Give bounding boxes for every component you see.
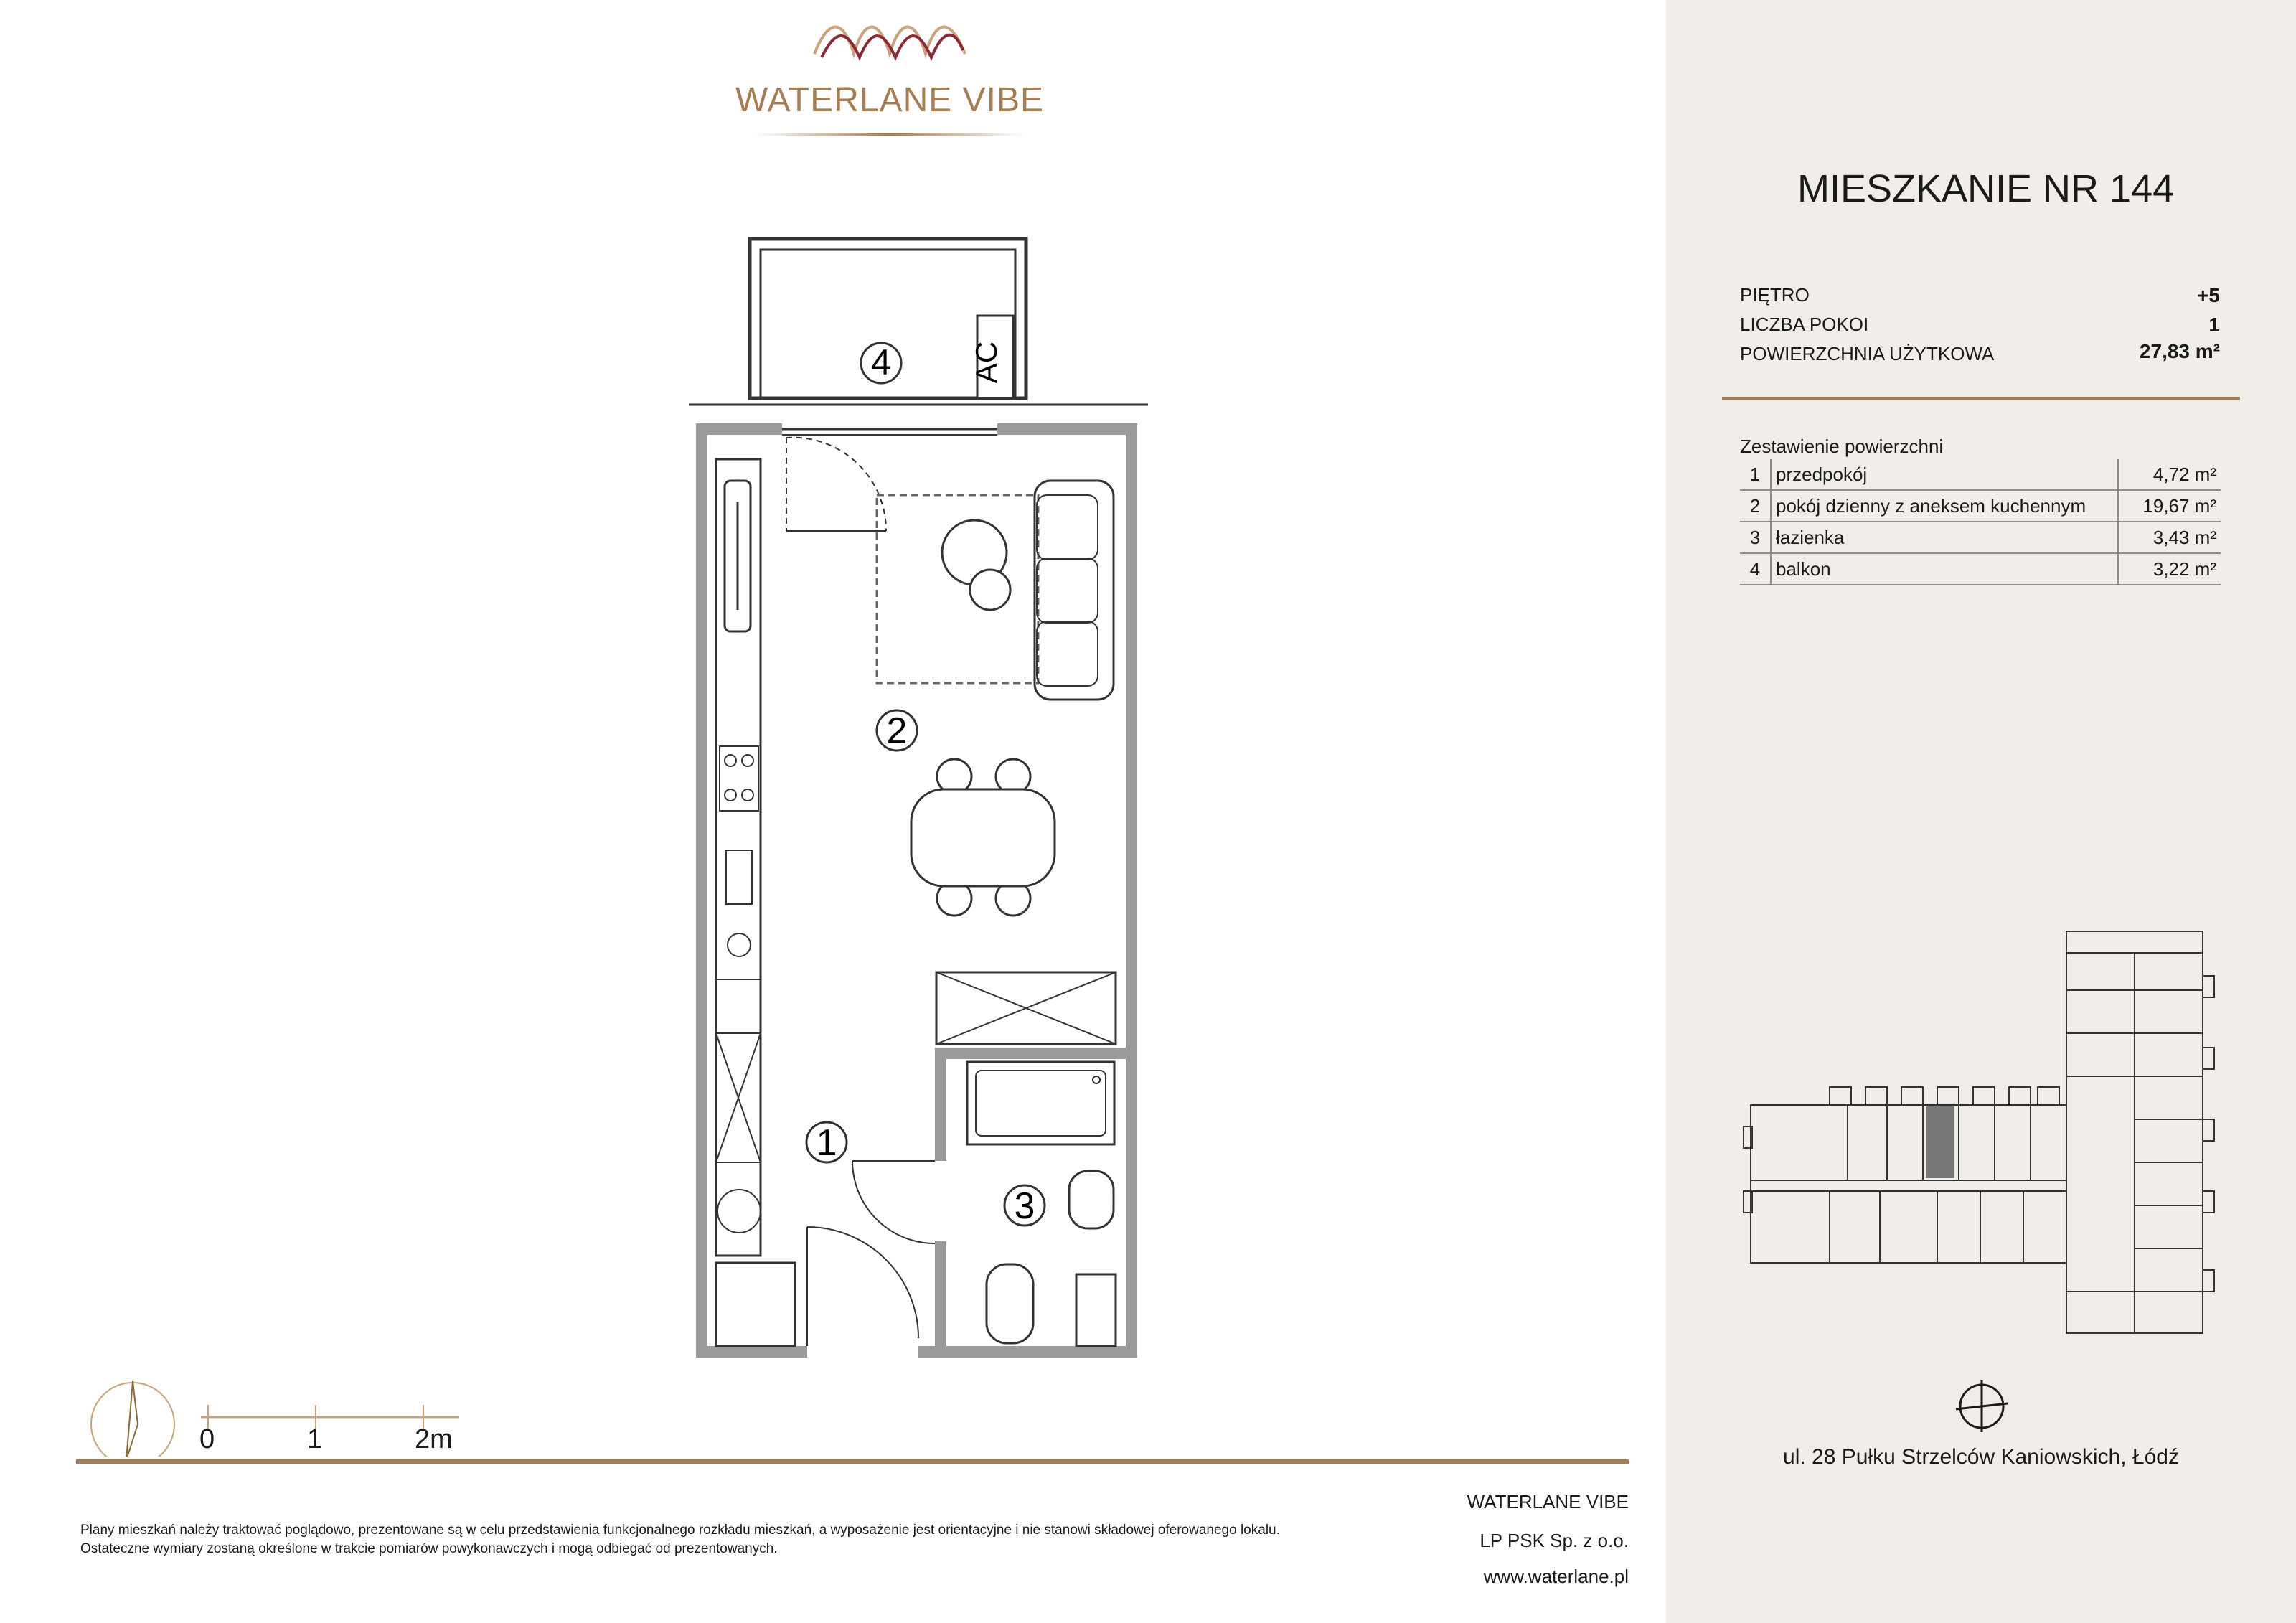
room-area: 4,72 m²	[2118, 459, 2221, 490]
room-label-4: 4	[871, 342, 891, 382]
room-label-1: 1	[816, 1122, 837, 1164]
room-name: pokój dzienny z aneksem kuchennym	[1771, 490, 2118, 522]
building-key-plan	[1729, 926, 2217, 1342]
rooms-count-value: 1	[2208, 314, 2220, 336]
north-arrow-icon	[91, 1383, 174, 1457]
floor-value: +5	[2197, 284, 2220, 306]
brand-underline	[753, 133, 1026, 136]
footer-company-legal: LP PSK Sp. z o.o.	[1479, 1530, 1629, 1551]
room-area: 3,22 m²	[2118, 553, 2221, 585]
areas-heading: Zestawienie powierzchni	[1740, 436, 1944, 457]
disclaimer-line-2: Ostateczne wymiary zostaną określone w trakcie pomiarów powykonawczych i mogą odbiegać od prezentowanych.	[80, 1541, 778, 1556]
footer-website-link[interactable]: www.waterlane.pl	[1483, 1566, 1629, 1587]
table-row	[1740, 459, 2221, 490]
table-row	[1740, 522, 2221, 553]
floor-label: PIĘTRO	[1740, 284, 1810, 306]
scale-tick-1: 1	[307, 1424, 323, 1454]
table-row	[1740, 490, 2221, 522]
floor-plan	[674, 230, 1177, 1370]
room-name: balkon	[1771, 553, 2118, 585]
room-number: 4	[1740, 553, 1771, 585]
room-name: łazienka	[1771, 522, 2118, 553]
info-divider	[1722, 397, 2240, 400]
footer-company-name: WATERLANE VIBE	[1467, 1491, 1629, 1513]
room-area: 3,43 m²	[2118, 522, 2221, 553]
areas-table	[1740, 459, 2221, 585]
room-number: 1	[1740, 459, 1771, 490]
footer-divider	[76, 1459, 1629, 1464]
room-label-2: 2	[886, 710, 908, 752]
address: ul. 28 Pułku Strzelców Kaniowskich, Łódź	[1783, 1445, 2179, 1469]
room-name: przedpokój	[1771, 459, 2118, 490]
room-area: 19,67 m²	[2118, 490, 2221, 522]
scale-tick-0: 0	[199, 1424, 215, 1454]
apartment-highlight	[1926, 1106, 1954, 1178]
waterlane-logo	[811, 14, 969, 65]
apartment-title: MIESZKANIE NR 144	[1797, 167, 2175, 210]
ac-label: AC	[969, 341, 1003, 384]
disclaimer-line-1: Plany mieszkań należy traktować poglądowo, prezentowane są w celu przedstawienia funkcjonalnego rozkładu mieszkań, a wyposażenie jest orientacyjne i nie stanowi składowej oferowanego lokalu.	[80, 1523, 1280, 1538]
table-row	[1740, 553, 2221, 585]
usable-area-label: POWIERZCHNIA UŻYTKOWA	[1740, 343, 1995, 364]
brand-name: WATERLANE VIBE	[735, 81, 1045, 119]
room-number: 3	[1740, 522, 1771, 553]
room-number: 2	[1740, 490, 1771, 522]
room-label-3: 3	[1014, 1185, 1035, 1227]
rooms-count-label: LICZBA POKOI	[1740, 314, 1869, 335]
usable-area-value: 27,83 m²	[2139, 340, 2220, 362]
compass-icon	[1953, 1378, 2010, 1435]
scale-tick-2m: 2m	[415, 1424, 453, 1454]
